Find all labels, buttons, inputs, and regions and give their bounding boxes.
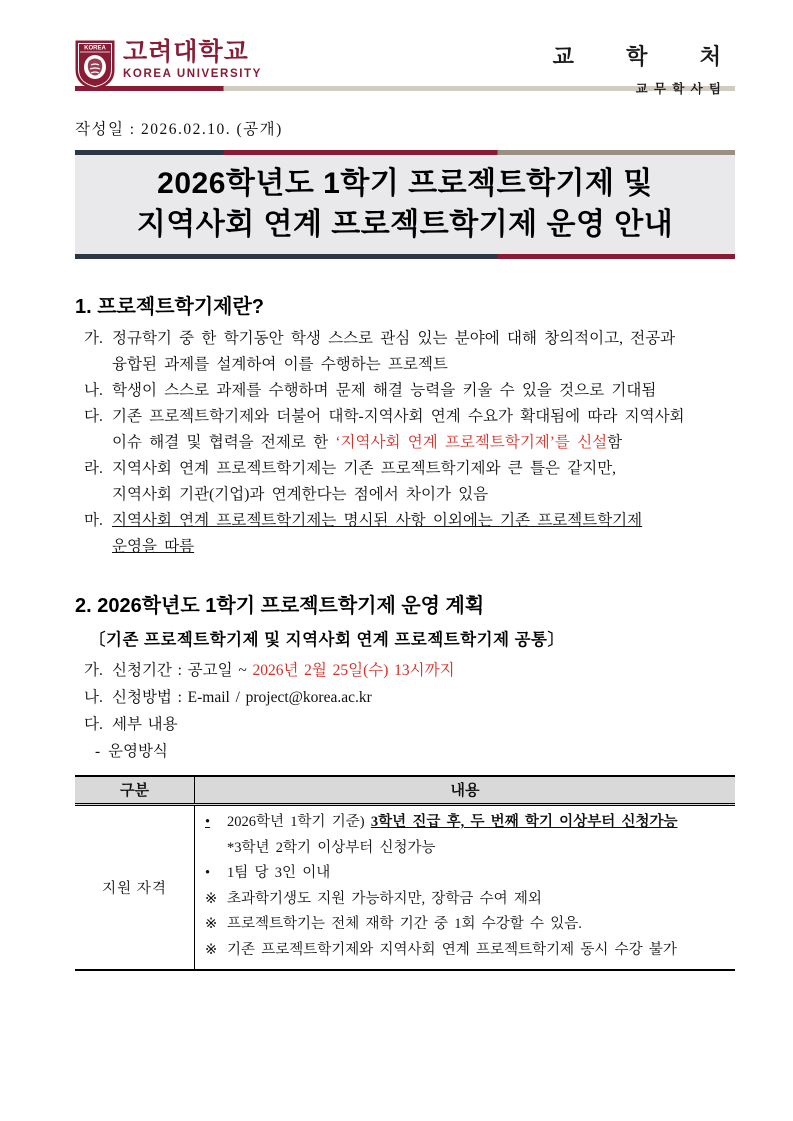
table-content-line (195, 810, 729, 836)
table-content-line (195, 887, 729, 913)
item-label: 가. (84, 662, 103, 679)
section-1-items (75, 326, 735, 560)
bullet-marker: • (205, 814, 211, 830)
document-title-line2: 지역사회 연계 프로젝트학기제 운영 안내 (136, 208, 674, 241)
table-row-content (195, 806, 735, 969)
list-item (75, 684, 735, 711)
table-header-category: 구분 (75, 777, 195, 803)
page-content (75, 0, 745, 971)
text-segment: 융합된 과제를 설계하여 이를 수행하는 프로젝트 (112, 356, 448, 373)
title-banner (75, 150, 735, 259)
text-segment: 학생이 스스로 과제를 수행하며 문제 해결 능력을 키울 수 있을 것으로 기대됨 (112, 382, 657, 399)
item-label: 다. (84, 408, 103, 425)
document-title-line1: 2026학년도 1학기 프로젝트학기제 및 (157, 167, 653, 200)
text-segment: 프로젝트학기는 전체 재학 기간 중 1회 수강할 수 있음. (227, 916, 582, 932)
item-label: - (95, 743, 101, 760)
item-label: 나. (84, 382, 103, 399)
list-item-line (112, 482, 735, 508)
text-segment: 기존 프로젝트학기제와 지역사회 연계 프로젝트학기제 동시 수강 불가 (227, 941, 677, 958)
list-item-line (95, 738, 735, 765)
department-team: 교무학사팀 (635, 82, 728, 96)
text-segment: 신청방법 : E-mail / project@korea.ac.kr (112, 689, 372, 706)
text-segment: 정규학기 중 한 학기동안 학생 스스로 관심 있는 분야에 대해 창의적이고, 전공과 (112, 330, 676, 347)
table-header-content: 내용 (450, 783, 480, 799)
operation-table (75, 775, 735, 971)
section-2-subheading: 〔기존 프로젝트학기제 및 지역사회 연계 프로젝트학기제 공통〕 (89, 631, 565, 649)
section-1 (75, 290, 735, 560)
text-segment: 지역사회 연계 프로젝트학기제는 기존 프로젝트학기제와 큰 틀은 같지만, (112, 460, 617, 477)
list-item-line (112, 534, 735, 560)
list-item-line (84, 657, 735, 684)
date-line: 작성일 : 2026.02.10. (공개) (75, 121, 283, 138)
item-label: 다. (84, 716, 103, 733)
bullet-marker: ※ (205, 916, 218, 932)
list-item-line (84, 378, 735, 404)
table-content-line (195, 836, 729, 862)
item-label: 나. (84, 689, 103, 706)
text-segment: 기존 프로젝트학기제와 더불어 대학-지역사회 연계 수요가 확대됨에 따라 지역사회 (112, 408, 685, 425)
list-item-line (84, 711, 735, 738)
banner-body (75, 155, 735, 254)
list-item (75, 657, 735, 684)
logo-text (123, 40, 262, 81)
list-item-line (84, 684, 735, 711)
list-item (75, 378, 735, 404)
item-label: 마. (84, 512, 103, 529)
text-segment: 운영방식 (108, 743, 168, 760)
text-segment: 운영을 따름 (112, 538, 195, 555)
item-label: 라. (84, 460, 103, 477)
text-segment: 3학년 진급 후, 두 번째 학기 이상부터 신청가능 (370, 814, 678, 830)
list-item (75, 711, 735, 738)
text-segment: *3학년 2학기 이상부터 신청가능 (227, 839, 436, 856)
table-header-row (75, 777, 735, 806)
text-segment: 초과학기생도 지원 가능하지만, 장학금 수여 제외 (227, 890, 542, 907)
list-item-line (112, 352, 735, 378)
bullet-marker: • (205, 865, 211, 881)
university-name-english: KOREA UNIVERSITY (123, 68, 262, 80)
table-content-line (195, 912, 729, 938)
text-segment: 1팀 당 3인 이내 (227, 865, 331, 881)
text-segment: 이슈 해결 및 협력을 전제로 한 (112, 434, 336, 451)
text-segment: ‘지역사회 연계 프로젝트학기제’를 신설 (335, 434, 608, 451)
section-1-heading: 1. 프로젝트학기제란? (75, 296, 265, 318)
crest-text: KOREA (84, 45, 106, 52)
section-2 (75, 589, 735, 765)
list-item (75, 456, 735, 508)
issuing-department (552, 40, 745, 97)
text-segment: 지역사회 연계 프로젝트학기제는 명시된 사항 이외에는 기존 프로젝트학기제 (112, 512, 643, 529)
list-item-line (84, 326, 735, 352)
table-row (75, 806, 735, 969)
university-logo (75, 40, 262, 90)
list-item-line (84, 456, 735, 482)
list-item-line (112, 430, 735, 456)
list-item (75, 404, 735, 456)
list-item-line (84, 404, 735, 430)
section-2-items (75, 657, 735, 765)
text-segment: 2026학년 1학기 기준) (227, 814, 371, 830)
university-name-korean: 고려대학교 (123, 38, 249, 66)
text-segment: 신청기간 : 공고일 ~ (112, 662, 253, 679)
list-item-line (84, 508, 735, 534)
header (75, 0, 745, 96)
text-segment: 함 (607, 434, 623, 451)
item-label: 가. (84, 330, 103, 347)
banner-bottom-border (75, 254, 735, 259)
university-crest-icon (75, 40, 115, 90)
text-segment: 지역사회 기관(기업)과 연계한다는 점에서 차이가 있음 (112, 486, 489, 503)
table-row-label: 지원 자격 (75, 806, 195, 969)
section-2-heading: 2. 2026학년도 1학기 프로젝트학기제 운영 계획 (75, 595, 485, 617)
text-segment: 세부 내용 (112, 716, 178, 733)
bullet-marker: ※ (205, 890, 218, 907)
text-segment: 2026년 2월 25일(수) 13시까지 (252, 662, 455, 679)
list-item (75, 326, 735, 378)
list-item (75, 508, 735, 560)
list-item (75, 738, 735, 765)
table-content-line (195, 861, 729, 887)
table-content-line (195, 938, 729, 964)
bullet-marker: ※ (205, 941, 218, 958)
department-name: 교 학 처 (552, 44, 745, 69)
